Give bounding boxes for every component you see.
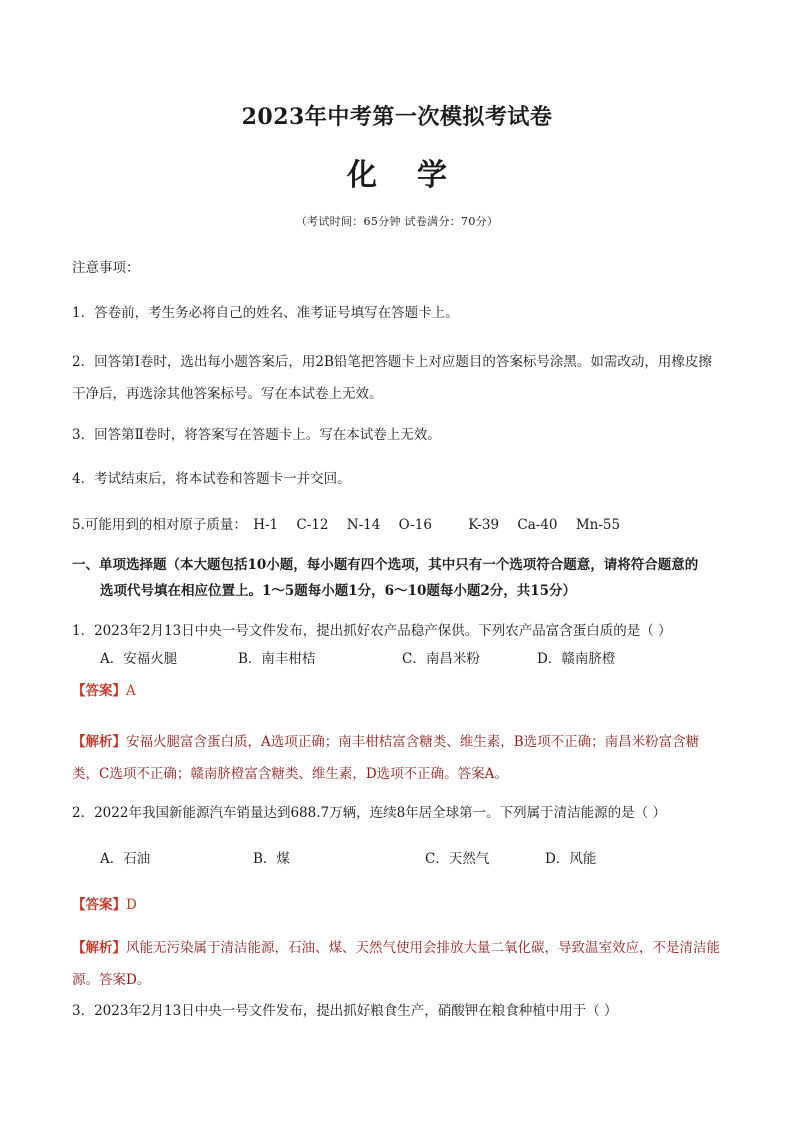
notice-item-1: 1．答卷前，考生务必将自己的姓名、准考证号填写在答题卡上。 bbox=[72, 305, 459, 321]
atom-mass: C-12 bbox=[296, 517, 329, 533]
section-heading-line-1: 一、单项选择题（本大题包括10小题，每小题有四个选项，其中只有一个选项符合题意，请将符合题意的 bbox=[72, 557, 699, 573]
section-heading-line-2: 选项代号填在相应位置上。1～5题每小题1分，6～10题每小题2分，共15分） bbox=[100, 583, 577, 599]
question-1-explanation bbox=[72, 726, 722, 790]
question-1-option-d: D．赣南脐橙 bbox=[537, 651, 616, 667]
question-3-stem: 3．2023年2月13日中央一号文件发布，提出抓好粮食生产，硝酸钾在粮食种植中用于（ ） bbox=[72, 1003, 618, 1019]
explain-label: 【解析】 bbox=[72, 734, 126, 750]
atom-mass: Mn-55 bbox=[575, 517, 621, 533]
notice-item-4: 4．考试结束后，将本试卷和答题卡一并交回。 bbox=[72, 471, 351, 487]
question-2-explanation bbox=[72, 932, 722, 996]
question-1-option-b: B．南丰柑桔 bbox=[238, 651, 316, 667]
atoms-prefix: 5.可能用到的相对原子质量： bbox=[72, 517, 247, 533]
subject-title bbox=[0, 150, 794, 194]
atom-mass: N-14 bbox=[346, 517, 381, 533]
explain-label: 【解析】 bbox=[72, 940, 126, 956]
question-1-stem: 1．2023年2月13日中央一号文件发布，提出抓好农产品稳产保供。下列农产品富含蛋白质的是（ ） bbox=[72, 623, 672, 639]
atom-mass: Ca-40 bbox=[517, 517, 558, 533]
notice-heading: 注意事项： bbox=[72, 260, 140, 276]
section-heading bbox=[72, 552, 698, 604]
subject-char-1: 化 bbox=[347, 158, 377, 193]
exam-info: （考试时间：65分钟 试卷满分：70分） bbox=[295, 215, 499, 228]
atom-mass: K-39 bbox=[468, 517, 500, 533]
exam-title: 2023年中考第一次模拟考试卷 bbox=[241, 104, 553, 130]
atom-mass: H-1 bbox=[253, 517, 279, 533]
answer-label: 【答案】 bbox=[72, 897, 126, 913]
question-2-stem: 2．2022年我国新能源汽车销量达到688.7万辆，连续8年居全球第一。下列属于清洁能源的是（ ） bbox=[72, 805, 666, 821]
explain-text: 安福火腿富含蛋白质，A选项正确；南丰柑桔富含糖类、维生素，B选项不正确；南昌米粉富含糖类，C选项不正确；赣南脐橙富含糖类、维生素，D选项不正确。答案A。 bbox=[72, 734, 700, 782]
question-1-option-a: A．安福火腿 bbox=[100, 651, 178, 667]
notice-item-3: 3．回答第Ⅱ卷时，将答案写在答题卡上。写在本试卷上无效。 bbox=[72, 427, 441, 443]
answer-value: A bbox=[126, 683, 136, 699]
question-1-option-c: C．南昌米粉 bbox=[402, 651, 480, 667]
question-2-answer bbox=[72, 894, 137, 916]
question-2-option-b: B．煤 bbox=[253, 851, 290, 867]
notice-item-2: 2．回答第Ⅰ卷时，选出每小题答案后，用2B铅笔把答题卡上对应题目的答案标号涂黑。如需改动，用橡皮擦干净后，再选涂其他答案标号。写在本试卷上无效。 bbox=[72, 354, 712, 402]
question-2-option-c: C．天然气 bbox=[425, 851, 490, 867]
explain-text: 风能无污染属于清洁能源，石油、煤、天然气使用会排放大量二氧化碳，导致温室效应，不是清洁能源。答案D。 bbox=[72, 940, 720, 988]
notice-item-5 bbox=[72, 514, 634, 536]
question-2-option-d: D．风能 bbox=[545, 851, 597, 867]
subject-char-2: 学 bbox=[417, 158, 447, 193]
question-2-option-a: A．石油 bbox=[100, 851, 151, 867]
answer-value: D bbox=[126, 897, 137, 913]
answer-label: 【答案】 bbox=[72, 683, 126, 699]
question-1-answer bbox=[72, 680, 136, 702]
atom-mass: O-16 bbox=[398, 517, 432, 533]
